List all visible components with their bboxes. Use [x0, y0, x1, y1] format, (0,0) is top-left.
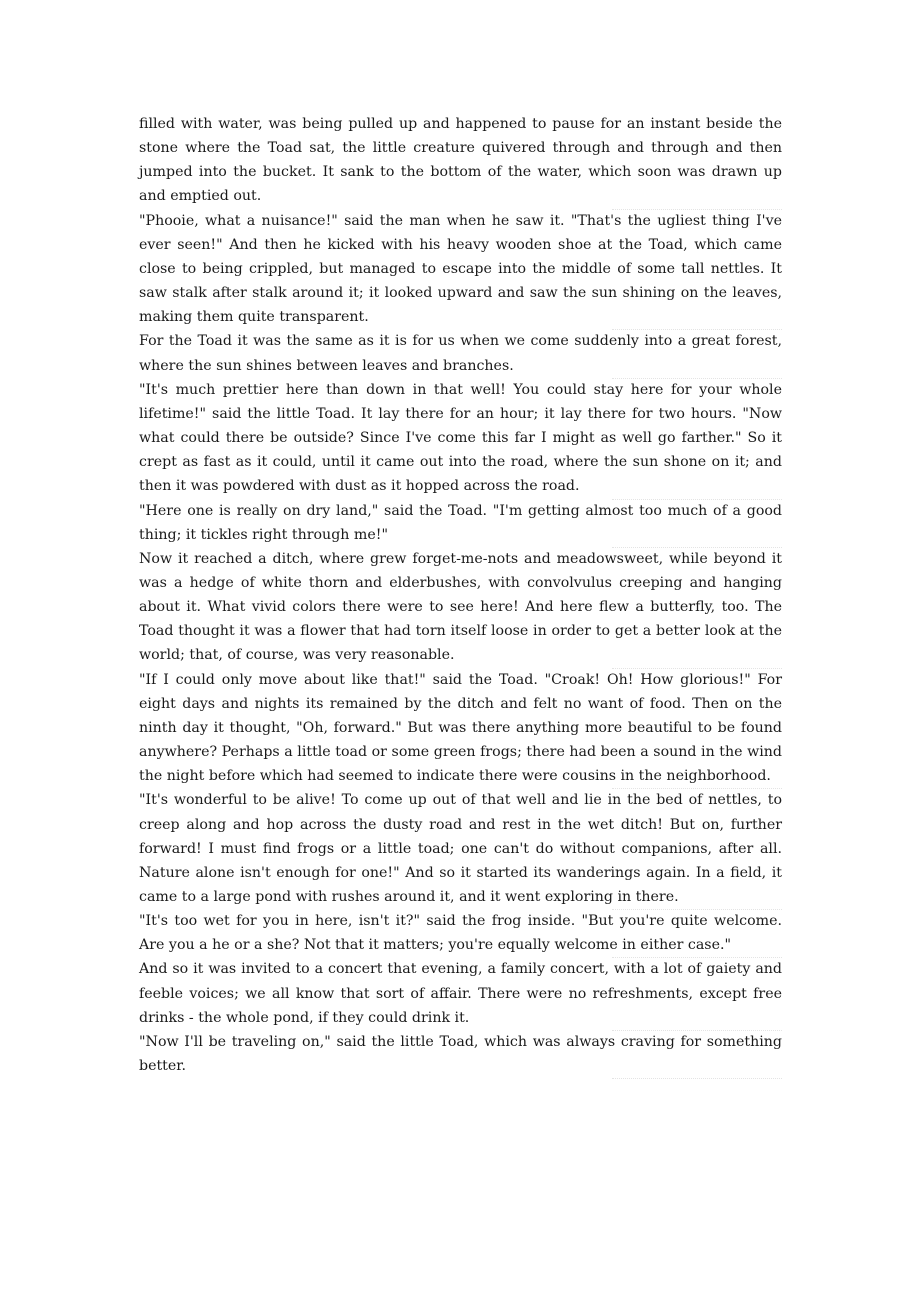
paragraph: Now it reached a ditch, where grew forget-me-nots and meadowsweet, while beyond it was a hedge of white thorn and elderbushes, with convolvulus creeping and hanging about it. What vivid colors there were to see here! And here flew a butterfly, too. The Toad thought it was a flower that had torn itself loose in order to get a better look at the world; that, of course, was very reasonable. [139, 547, 782, 668]
paragraph: filled with water, was being pulled up and happened to pause for an instant beside the stone where the Toad sat, the little creature quivered through and through and then jumped into the bucket. It sank to the bottom of the water, which soon was drawn up and emptied out. [139, 112, 782, 209]
paragraph: "It's too wet for you in here, isn't it?" said the frog inside. "But you're quite welcome. Are you a he or a she? Not that it matters; you're equally welcome in either case." [139, 909, 782, 957]
paragraph: "Phooie, what a nuisance!" said the man when he saw it. "That's the ugliest thing I've ever seen!" And then he kicked with his heavy wooden shoe at the Toad, which came close to being crippled, but managed to escape into the middle of some tall nettles. It saw stalk after stalk around it; it looked upward and saw the sun shining on the leaves, making them quite transparent. [139, 209, 782, 330]
paragraph: And so it was invited to a concert that evening, a family concert, with a lot of gaiety and feeble voices; we all know that sort of affair. There were no refreshments, except free drinks - the whole pond, if they could drink it. [139, 957, 782, 1029]
paragraph: "If I could only move about like that!" said the Toad. "Croak! Oh! How glorious!" For eight days and nights its remained by the ditch and felt no want of food. Then on the ninth day it thought, "Oh, forward." But was there anything more beautiful to be found anywhere? Perhaps a little toad or some green frogs; there had been a sound in the wind the night before which had seemed to indicate there were cousins in the neighborhood. [139, 668, 782, 789]
paragraph: "It's wonderful to be alive! To come up out of that well and lie in the bed of nettles, to creep along and hop across the dusty road and rest in the wet ditch! But on, further forward! I must find frogs or a little toad; one can't do without companions, after all. Nature alone isn't enough for one!" And so it started its wanderings again. In a field, it came to a large pond with rushes around it, and it went exploring in there. [139, 788, 782, 909]
paragraph: "Now I'll be traveling on," said the little Toad, which was always craving for something better. [139, 1030, 782, 1078]
story-text [139, 112, 782, 1078]
paragraph: "It's much prettier here than down in that well! You could stay here for your whole lifetime!" said the little Toad. It lay there for an hour; it lay there for two hours. "Now what could there be outside? Since I've come this far I might as well go farther." So it crept as fast as it could, until it came out into the road, where the sun shone on it; and then it was powdered with dust as it hopped across the road. [139, 378, 782, 499]
paragraph: "Here one is really on dry land," said the Toad. "I'm getting almost too much of a good thing; it tickles right through me!" [139, 499, 782, 547]
paragraph: For the Toad it was the same as it is for us when we come suddenly into a great forest, where the sun shines between leaves and branches. [139, 329, 782, 377]
